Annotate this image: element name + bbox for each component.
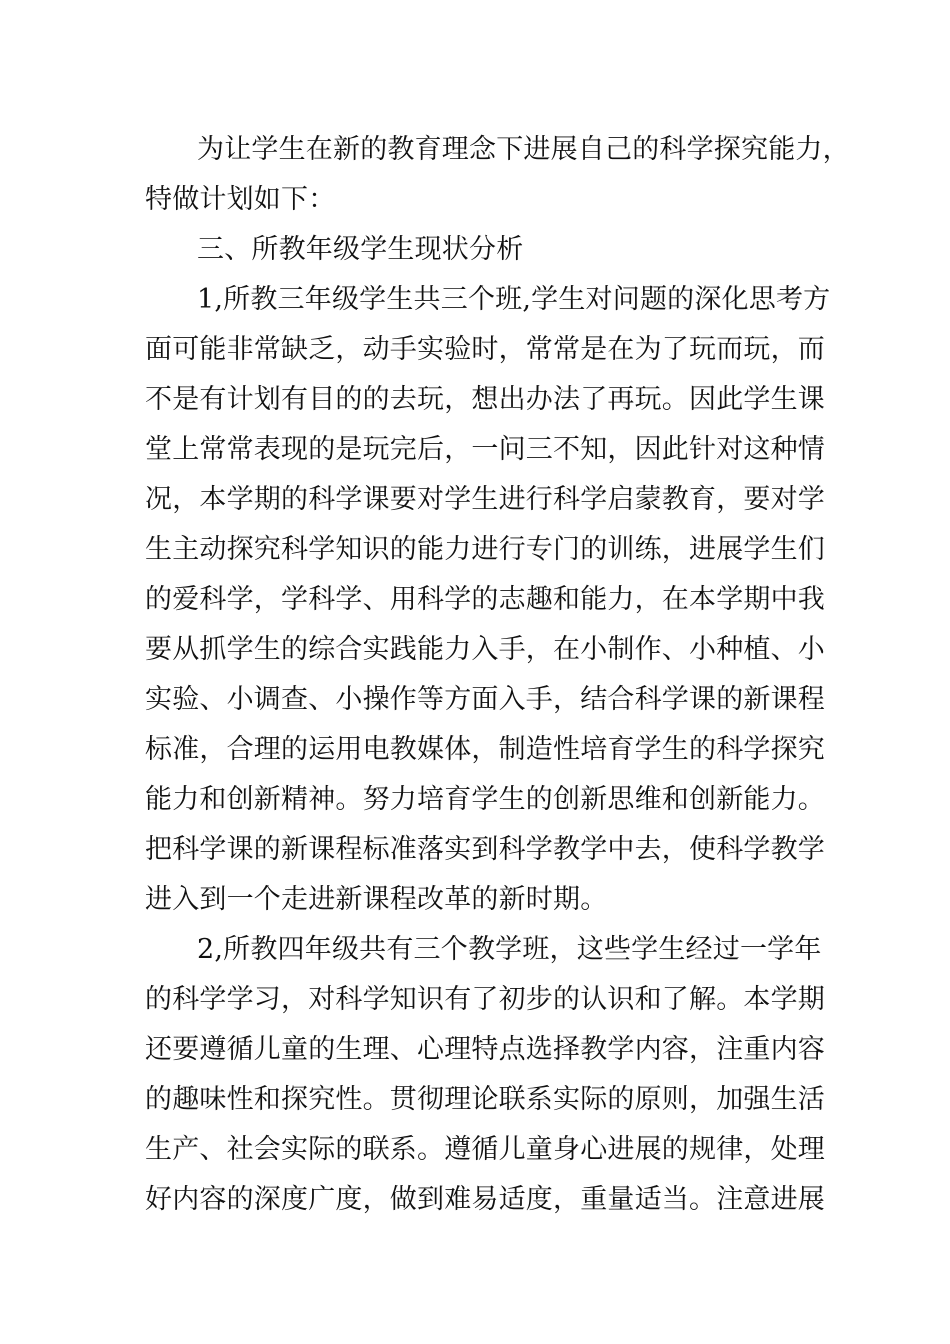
line-text: 面可能非常缺乏，动手实验时，常常是在为了玩而玩，而 bbox=[145, 334, 825, 365]
line-text: 要从抓学生的综合实践能力入手，在小制作、小种植、小 bbox=[145, 634, 825, 665]
text-line bbox=[0, 875, 950, 925]
line-text: 能力和创新精神。努力培育学生的创新思维和创新能力。 bbox=[145, 784, 825, 815]
text-line bbox=[0, 125, 950, 175]
line-text: 的趣味性和探究性。贯彻理论联系实际的原则，加强生活 bbox=[145, 1084, 825, 1115]
text-line bbox=[0, 675, 950, 725]
text-line bbox=[0, 1125, 950, 1175]
text-line bbox=[0, 775, 950, 825]
text-line bbox=[0, 575, 950, 625]
line-text: 为让学生在新的教育理念下进展自己的科学探究能力， bbox=[197, 134, 850, 165]
section-heading-text: 三、所教年级学生现状分析 bbox=[197, 234, 524, 265]
text-line bbox=[0, 425, 950, 475]
line-text: 2,所教四年级共有三个教学班，这些学生经过一学年 bbox=[197, 934, 822, 965]
line-text: 1,所教三年级学生共三个班,学生对问题的深化思考方 bbox=[197, 284, 831, 315]
text-line bbox=[0, 975, 950, 1025]
section-heading bbox=[0, 225, 950, 275]
line-text: 不是有计划有目的的去玩，想出办法了再玩。因此学生课 bbox=[145, 384, 825, 415]
line-text: 的爱科学，学科学、用科学的志趣和能力，在本学期中我 bbox=[145, 584, 825, 615]
text-line bbox=[0, 1075, 950, 1125]
line-text: 还要遵循儿童的生理、心理特点选择教学内容，注重内容 bbox=[145, 1034, 825, 1065]
text-line bbox=[0, 925, 950, 975]
line-text: 堂上常常表现的是玩完后，一问三不知，因此针对这种情 bbox=[145, 434, 825, 465]
line-text: 生产、社会实际的联系。遵循儿童身心进展的规律，处理 bbox=[145, 1134, 825, 1165]
text-line bbox=[0, 175, 950, 225]
text-line bbox=[0, 625, 950, 675]
line-text: 特做计划如下： bbox=[145, 184, 336, 215]
text-line bbox=[0, 275, 950, 325]
line-text: 把科学课的新课程标准落实到科学教学中去，使科学教学 bbox=[145, 834, 825, 865]
line-text: 的科学学习，对科学知识有了初步的认识和了解。本学期 bbox=[145, 984, 825, 1015]
text-line bbox=[0, 1175, 950, 1225]
line-text: 生主动探究科学知识的能力进行专门的训练，进展学生们 bbox=[145, 534, 825, 565]
text-line bbox=[0, 1025, 950, 1075]
text-line bbox=[0, 525, 950, 575]
line-text: 进入到一个走进新课程改革的新时期。 bbox=[145, 884, 608, 915]
line-text: 况，本学期的科学课要对学生进行科学启蒙教育，要对学 bbox=[145, 484, 825, 515]
text-line bbox=[0, 375, 950, 425]
line-text: 标准，合理的运用电教媒体，制造性培育学生的科学探究 bbox=[145, 734, 825, 765]
text-line bbox=[0, 325, 950, 375]
text-line bbox=[0, 825, 950, 875]
text-line bbox=[0, 725, 950, 775]
line-text: 好内容的深度广度，做到难易适度，重量适当。注意进展 bbox=[145, 1184, 825, 1215]
line-text: 实验、小调查、小操作等方面入手，结合科学课的新课程 bbox=[145, 684, 825, 715]
text-line bbox=[0, 475, 950, 525]
